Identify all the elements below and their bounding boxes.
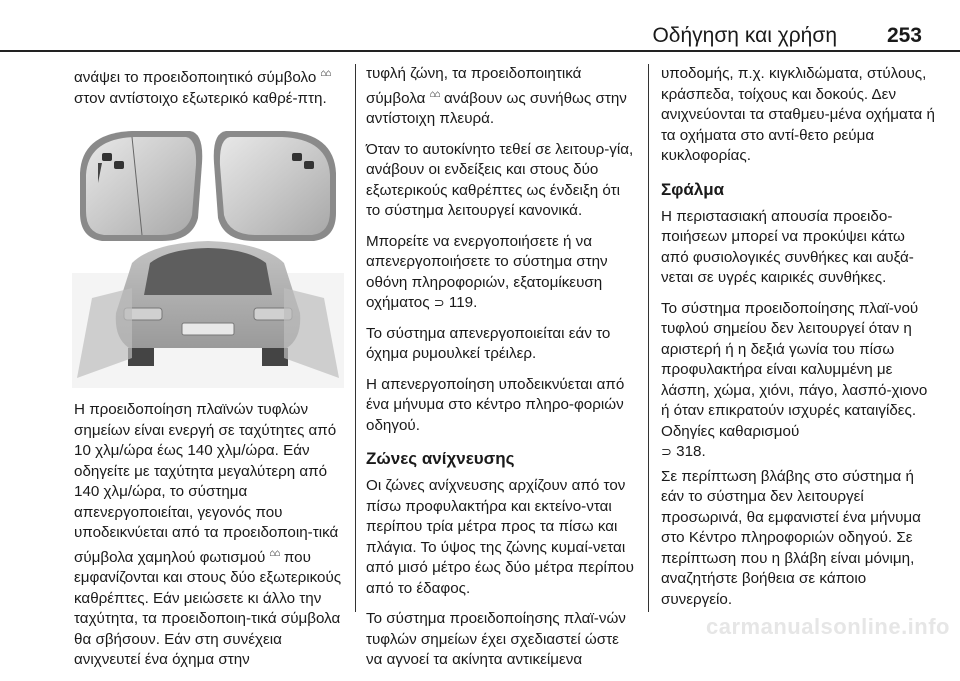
column-divider <box>648 64 649 612</box>
section-title: Οδήγηση και χρήση <box>652 24 837 47</box>
page-number: 253 <box>886 24 922 47</box>
paragraph: Η απενεργοποίηση υποδεικνύεται από ένα μήνυμα στο κέντρο πληρο-φοριών οδηγού. <box>366 375 625 434</box>
paragraph: υποδομής, π.χ. κιγκλιδώματα, στύλους, κράσπεδα, τοίχους και δοκούς. Δεν ανιχνεύονται τα σταθμευ-μένα οχήματα ή τα οχήματα στο αντί-θετο ρεύμα κυκλοφορίας. <box>661 65 935 164</box>
paragraph: Το σύστημα προειδοποίησης πλαϊ-νών τυφλών σημείων έχει σχεδιαστεί ώστε να αγνοεί τα ακίνητα αντικείμενα <box>366 610 626 669</box>
column-1 <box>74 64 344 681</box>
blind-spot-warning-icon <box>114 161 124 169</box>
blind-spot-warning-icon: ⌂⌂ <box>269 547 280 559</box>
right-mirror <box>214 131 336 241</box>
watermark: carmanualsonline.info <box>706 614 950 639</box>
paragraph: Οι ζώνες ανίχνευσης αρχίζουν από τον πίσω προφυλακτήρα και εκτείνο-νται περίπου τρία μέτρα προς τα πίσω και πλάγια. Το ύψος της ζώνης κυμαί-νεται από μισό μέτρο έως δύο μέτρα περίπου από το έδαφος. <box>366 477 634 597</box>
section-heading: Σφάλμα <box>661 179 725 199</box>
intro-paragraph: ανάψει το προειδοποιητικό σύμβολο ⌂⌂ στον αντίστοιχο εξωτερικό καθρέ-πτη. <box>74 64 344 109</box>
section-heading: Ζώνες ανίχνευσης <box>366 449 515 469</box>
cross-reference-icon: ⊃ <box>433 295 445 311</box>
paragraph: Το σύστημα προειδοποίησης πλαϊ-νού τυφλού σημείου δεν λειτουργεί όταν η αριστερή ή η δεξιά γωνία του πίσω προφυλακτήρα είναι καλυμμένη με λάσπη, χώμα, χιόνι, πάγο, λασπό-χιονο ή όταν επικρατούν ισχυρές καταιγίδες. Οδηγίες καθαρισμού ⊃ 318. <box>661 299 936 463</box>
header-rule <box>0 50 960 52</box>
page-footer <box>0 614 960 640</box>
paragraph: Όταν το αυτοκίνητο τεθεί σε λειτουρ-γία, ανάβουν οι ενδείξεις και στους δύο εξωτερικούς καθρέπτες ως ένδειξη ότι το σύστημα λειτουργεί κανονικά. <box>366 140 634 220</box>
blind-spot-warning-icon: ⌂⌂ <box>320 68 331 79</box>
left-mirror <box>80 131 202 241</box>
page-reference-link[interactable]: 318. <box>676 443 706 460</box>
page-header <box>0 0 960 50</box>
blind-spot-warning-icon <box>304 161 314 169</box>
mirrors-illustration <box>72 123 344 388</box>
paragraph: Η προειδοποίηση πλαϊνών τυφλών σημείων είναι ενεργή σε ταχύτητες από 10 χλμ/ώρα έως 140 χλμ/ώρα. Εάν οδηγείτε με ταχύτητα μεγαλύτερη από 140 χλμ/ώρα, το σύστημα απενεργοποιείται, γεγονός που υποδεικνύεται από τα προειδοποιη-τικά σύμβολα χαμηλού φωτισμού ⌂⌂ που εμφανίζονται και στους δύο εξωτερικούς καθρέπτες. Εάν μειώσετε κι άλλο την ταχύτητα, τα προειδοποιη-τικά σύμβολα θα σβήσουν. Εάν στη συνέχεια ανιχνευτεί ένα όχημα στην <box>74 401 342 669</box>
cross-reference-icon: ⊃ <box>661 444 672 459</box>
page-reference-link[interactable]: 119. <box>448 294 478 312</box>
blind-spot-warning-icon <box>102 153 112 161</box>
blind-spot-warning-icon: ⌂⌂ <box>429 88 440 100</box>
column-2 <box>366 64 634 681</box>
paragraph: Μπορείτε να ενεργοποιήσετε ή να απενεργοποιήσετε το σύστημα στην οθόνη πληροφοριών, εξατομίκευση οχήματος ⊃ 119. <box>366 232 634 314</box>
column-divider <box>355 64 356 612</box>
paragraph: Το σύστημα απενεργοποιείται εάν το όχημα ρυμουλκεί τρέιλερ. <box>366 324 611 363</box>
paragraph: Σε περίπτωση βλάβης στο σύστημα ή εάν το σύστημα δεν λειτουργεί προσωρινά, θα εμφανιστεί ένα μήνυμα στο Κέντρο πληροφοριών οδηγού. Σε περίπτωση που η βλάβη είναι μόνιμη, αναζητήστε βοήθεια σε κάποιο συνεργείο. <box>661 467 921 608</box>
blind-spot-warning-icon <box>292 153 302 161</box>
paragraph: Η περιστασιακή απουσία προειδο-ποιήσεων μπορεί να προκύψει κάτω από φυσιολογικές συνθήκες και αυξά-νεται σε υγρές καιρικές συνθήκες. <box>661 207 914 286</box>
car-rear-view <box>116 241 300 366</box>
paragraph: τυφλή ζώνη, τα προειδοποιητικά σύμβολα ⌂⌂ ανάβουν ως συνήθως στην αντίστοιχη πλευρά. <box>366 65 627 128</box>
column-3 <box>661 64 936 620</box>
